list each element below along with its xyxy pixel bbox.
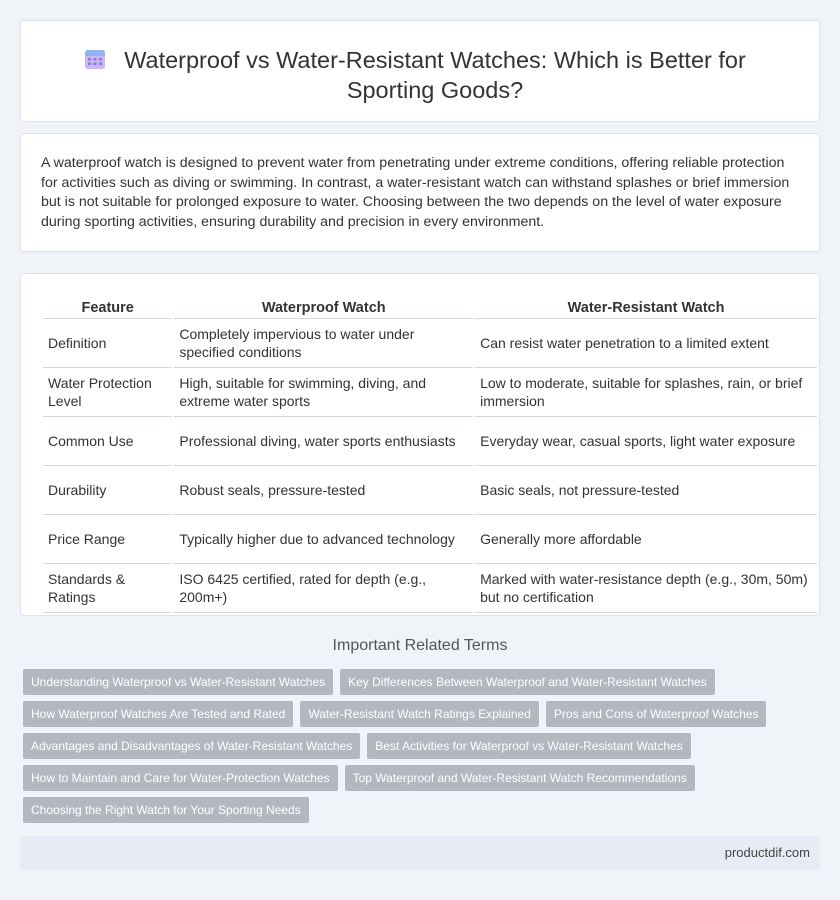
related-term-tag[interactable]: How Waterproof Watches Are Tested and Rated <box>23 701 293 727</box>
feature-cell: Water Protection Level <box>43 368 172 417</box>
comparison-table <box>41 295 819 613</box>
title-card <box>20 20 820 122</box>
table-row <box>43 564 817 613</box>
water-resistant-cell: Marked with water-resistance depth (e.g., 30m, 50m) but no certification <box>475 564 817 613</box>
related-term-tag[interactable]: Understanding Waterproof vs Water-Resistant Watches <box>23 669 333 695</box>
waterproof-cell: Professional diving, water sports enthusiasts <box>174 417 473 466</box>
related-term-tag[interactable]: Water-Resistant Watch Ratings Explained <box>300 701 539 727</box>
water-resistant-cell: Everyday wear, casual sports, light water exposure <box>475 417 817 466</box>
water-resistant-cell: Low to moderate, suitable for splashes, rain, or brief immersion <box>475 368 817 417</box>
feature-cell: Price Range <box>43 515 172 564</box>
water-resistant-cell: Basic seals, not pressure-tested <box>475 466 817 515</box>
table-row <box>43 319 817 368</box>
footer <box>20 836 820 870</box>
feature-cell: Definition <box>43 319 172 368</box>
related-term-tag[interactable]: Key Differences Between Waterproof and Water-Resistant Watches <box>340 669 715 695</box>
comparison-card <box>20 273 820 616</box>
waterproof-cell: ISO 6425 certified, rated for depth (e.g., 200m+) <box>174 564 473 613</box>
header-waterproof: Waterproof Watch <box>174 295 473 319</box>
related-term-tag[interactable]: How to Maintain and Care for Water-Protection Watches <box>23 765 338 791</box>
waterproof-cell: Completely impervious to water under specified conditions <box>174 319 473 368</box>
water-resistant-cell: Generally more affordable <box>475 515 817 564</box>
related-term-tag[interactable]: Choosing the Right Watch for Your Sporting Needs <box>23 797 309 823</box>
feature-cell: Common Use <box>43 417 172 466</box>
header-water-resistant: Water-Resistant Watch <box>475 295 817 319</box>
related-term-tag[interactable]: Best Activities for Waterproof vs Water-Resistant Watches <box>367 733 690 759</box>
related-term-tag[interactable]: Top Waterproof and Water-Resistant Watch Recommendations <box>345 765 695 791</box>
table-row <box>43 417 817 466</box>
water-resistant-cell: Can resist water penetration to a limited extent <box>475 319 817 368</box>
table-row <box>43 515 817 564</box>
table-header-row <box>43 295 817 319</box>
related-terms-tags <box>23 669 813 823</box>
related-term-tag[interactable]: Advantages and Disadvantages of Water-Resistant Watches <box>23 733 360 759</box>
table-row <box>43 368 817 417</box>
related-term-tag[interactable]: Pros and Cons of Waterproof Watches <box>546 701 767 727</box>
waterproof-cell: High, suitable for swimming, diving, and extreme water sports <box>174 368 473 417</box>
feature-cell: Standards & Ratings <box>43 564 172 613</box>
page-title: Waterproof vs Water-Resistant Watches: Which is Better for Sporting Goods? <box>124 47 746 103</box>
intro-paragraph: A waterproof watch is designed to prevent water from penetrating under extreme conditions, offering reliable protection for activities such as diving or swimming. In contrast, a water-resistant watch can withstand splashes or brief immersion but is not suitable for prolonged exposure to water. Choosing between the two depends on the level of water exposure during sporting activities, ensuring durability and precision in every environment. <box>41 155 790 230</box>
feature-cell: Durability <box>43 466 172 515</box>
waterproof-cell: Typically higher due to advanced technology <box>174 515 473 564</box>
related-terms-title: Important Related Terms <box>332 637 508 654</box>
header-feature: Feature <box>43 295 172 319</box>
intro-card <box>20 133 820 252</box>
table-row <box>43 466 817 515</box>
footer-site-link[interactable]: productdif.com <box>724 845 810 860</box>
waterproof-cell: Robust seals, pressure-tested <box>174 466 473 515</box>
